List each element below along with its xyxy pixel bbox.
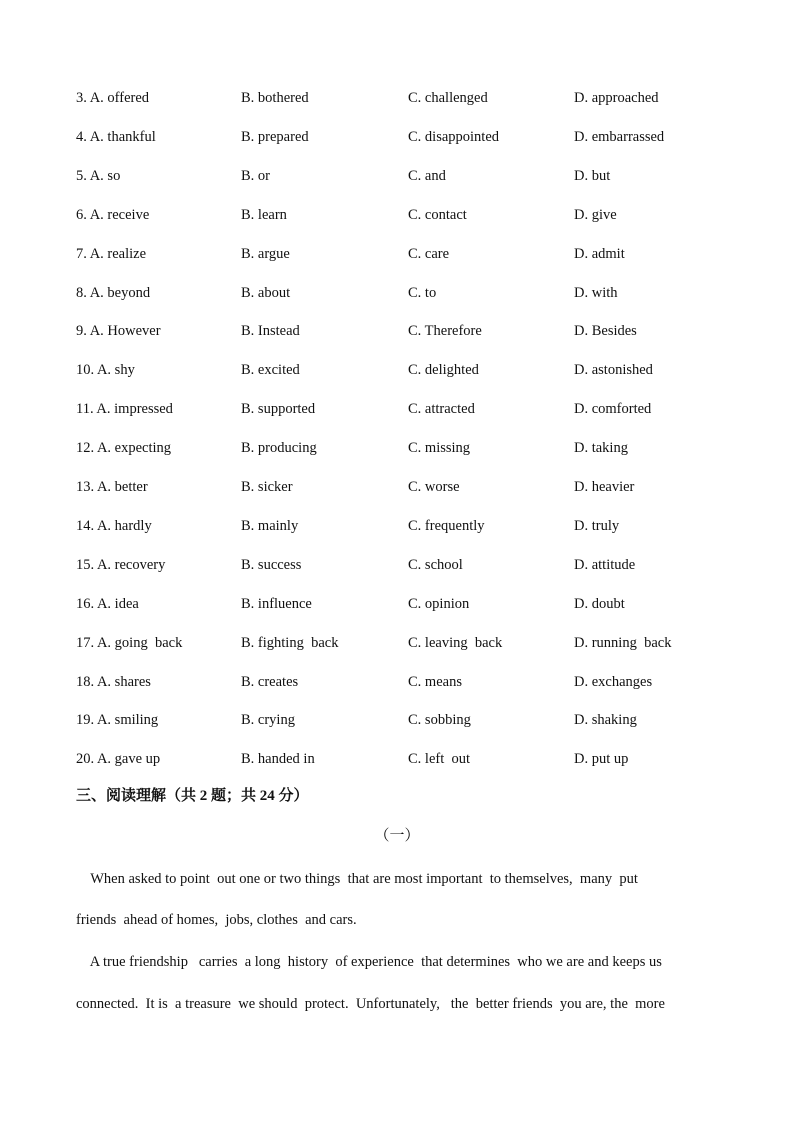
option-a: 4. A. thankful: [76, 128, 156, 145]
option-a: 8. A. beyond: [76, 284, 151, 301]
option-c: C. opinion: [408, 595, 470, 612]
option-d: D. heavier: [574, 479, 635, 495]
option-d: D. comforted: [574, 401, 652, 418]
passage-line: connected. It is a treasure we should protect. Unfortunately, the better friends you are, the more: [76, 996, 665, 1012]
option-a: 18. A. shares: [76, 673, 151, 690]
question-row: [76, 87, 756, 109]
option-b: B. sicker: [241, 479, 293, 495]
option-c: C. Therefore: [408, 323, 482, 340]
option-a: 17. A. going back: [76, 634, 183, 651]
question-row: [76, 282, 756, 304]
question-row: [76, 204, 756, 226]
passage-line: friends ahead of homes, jobs, clothes and cars.: [76, 912, 357, 928]
option-c: C. to: [408, 284, 437, 301]
option-c: C. missing: [408, 440, 471, 457]
option-a: 15. A. recovery: [76, 556, 166, 573]
passage-line: A true friendship carries a long history of experience that determines who we are and keeps us: [76, 954, 662, 970]
passage-number: （一）: [374, 828, 420, 844]
option-c: C. and: [408, 167, 446, 184]
option-d: D. embarrassed: [574, 128, 665, 145]
question-row: [76, 554, 756, 576]
option-c: C. means: [408, 673, 462, 690]
question-row: [76, 437, 756, 459]
option-b: B. about: [241, 284, 291, 301]
question-row: [76, 671, 756, 693]
option-c: C. contact: [408, 206, 467, 223]
option-d: D. running back: [574, 634, 672, 651]
option-b: B. Instead: [241, 323, 300, 340]
question-row: [76, 515, 756, 537]
option-a: 12. A. expecting: [76, 440, 172, 457]
option-c: C. care: [408, 245, 450, 262]
option-d: D. with: [574, 284, 618, 301]
question-row: [76, 359, 756, 381]
option-a: 20. A. gave up: [76, 751, 161, 768]
option-d: D. truly: [574, 517, 620, 534]
question-row: [76, 476, 756, 498]
option-c: C. worse: [408, 479, 460, 495]
option-d: D. exchanges: [574, 673, 653, 690]
option-b: B. creates: [241, 673, 299, 690]
option-b: B. influence: [241, 595, 312, 612]
option-b: B. fighting back: [241, 634, 339, 651]
option-d: D. shaking: [574, 712, 637, 729]
option-b: B. bothered: [241, 90, 309, 106]
option-c: C. school: [408, 556, 463, 573]
option-b: B. success: [241, 556, 302, 573]
option-b: B. mainly: [241, 517, 299, 534]
option-b: B. handed in: [241, 751, 315, 768]
option-a: 9. A. However: [76, 323, 161, 340]
option-c: C. frequently: [408, 517, 485, 534]
question-row: [76, 320, 756, 342]
option-d: D. give: [574, 206, 617, 223]
option-d: D. put up: [574, 751, 629, 768]
option-d: D. approached: [574, 90, 659, 106]
option-c: C. delighted: [408, 362, 479, 379]
section-title: 三、阅读理解（共 2 题；共 24 分）: [76, 788, 309, 804]
option-a: 16. A. idea: [76, 595, 139, 612]
option-a: 11. A. impressed: [76, 401, 173, 418]
option-a: 19. A. smiling: [76, 712, 159, 729]
question-row: [76, 593, 756, 615]
option-a: 14. A. hardly: [76, 517, 152, 534]
option-b: B. supported: [241, 401, 316, 418]
option-d: D. admit: [574, 245, 625, 262]
option-a: 10. A. shy: [76, 362, 135, 379]
option-c: C. challenged: [408, 90, 488, 106]
question-row: [76, 632, 756, 654]
option-b: B. argue: [241, 245, 290, 262]
option-d: D. Besides: [574, 323, 637, 340]
question-row: [76, 126, 756, 148]
option-d: D. taking: [574, 440, 628, 457]
question-row: [76, 398, 756, 420]
option-a: 5. A. so: [76, 167, 121, 184]
option-b: B. excited: [241, 362, 300, 379]
passage-line: When asked to point out one or two things that are most important to themselves, many put: [76, 871, 638, 887]
option-d: D. attitude: [574, 556, 636, 573]
option-a: 13. A. better: [76, 479, 148, 495]
option-c: C. disappointed: [408, 128, 500, 145]
option-d: D. doubt: [574, 595, 625, 612]
question-row: [76, 165, 756, 187]
option-b: B. prepared: [241, 128, 309, 145]
option-c: C. leaving back: [408, 634, 503, 651]
option-b: B. learn: [241, 206, 287, 223]
option-a: 7. A. realize: [76, 245, 147, 262]
question-row: [76, 243, 756, 265]
option-a: 3. A. offered: [76, 90, 150, 106]
option-c: C. attracted: [408, 401, 475, 418]
option-c: C. left out: [408, 751, 471, 768]
question-row: [76, 709, 756, 731]
option-b: B. producing: [241, 440, 317, 457]
option-b: B. crying: [241, 712, 295, 729]
option-b: B. or: [241, 167, 270, 184]
option-a: 6. A. receive: [76, 206, 150, 223]
option-d: D. but: [574, 167, 611, 184]
option-d: D. astonished: [574, 362, 653, 379]
question-row: [76, 748, 756, 770]
option-c: C. sobbing: [408, 712, 471, 729]
